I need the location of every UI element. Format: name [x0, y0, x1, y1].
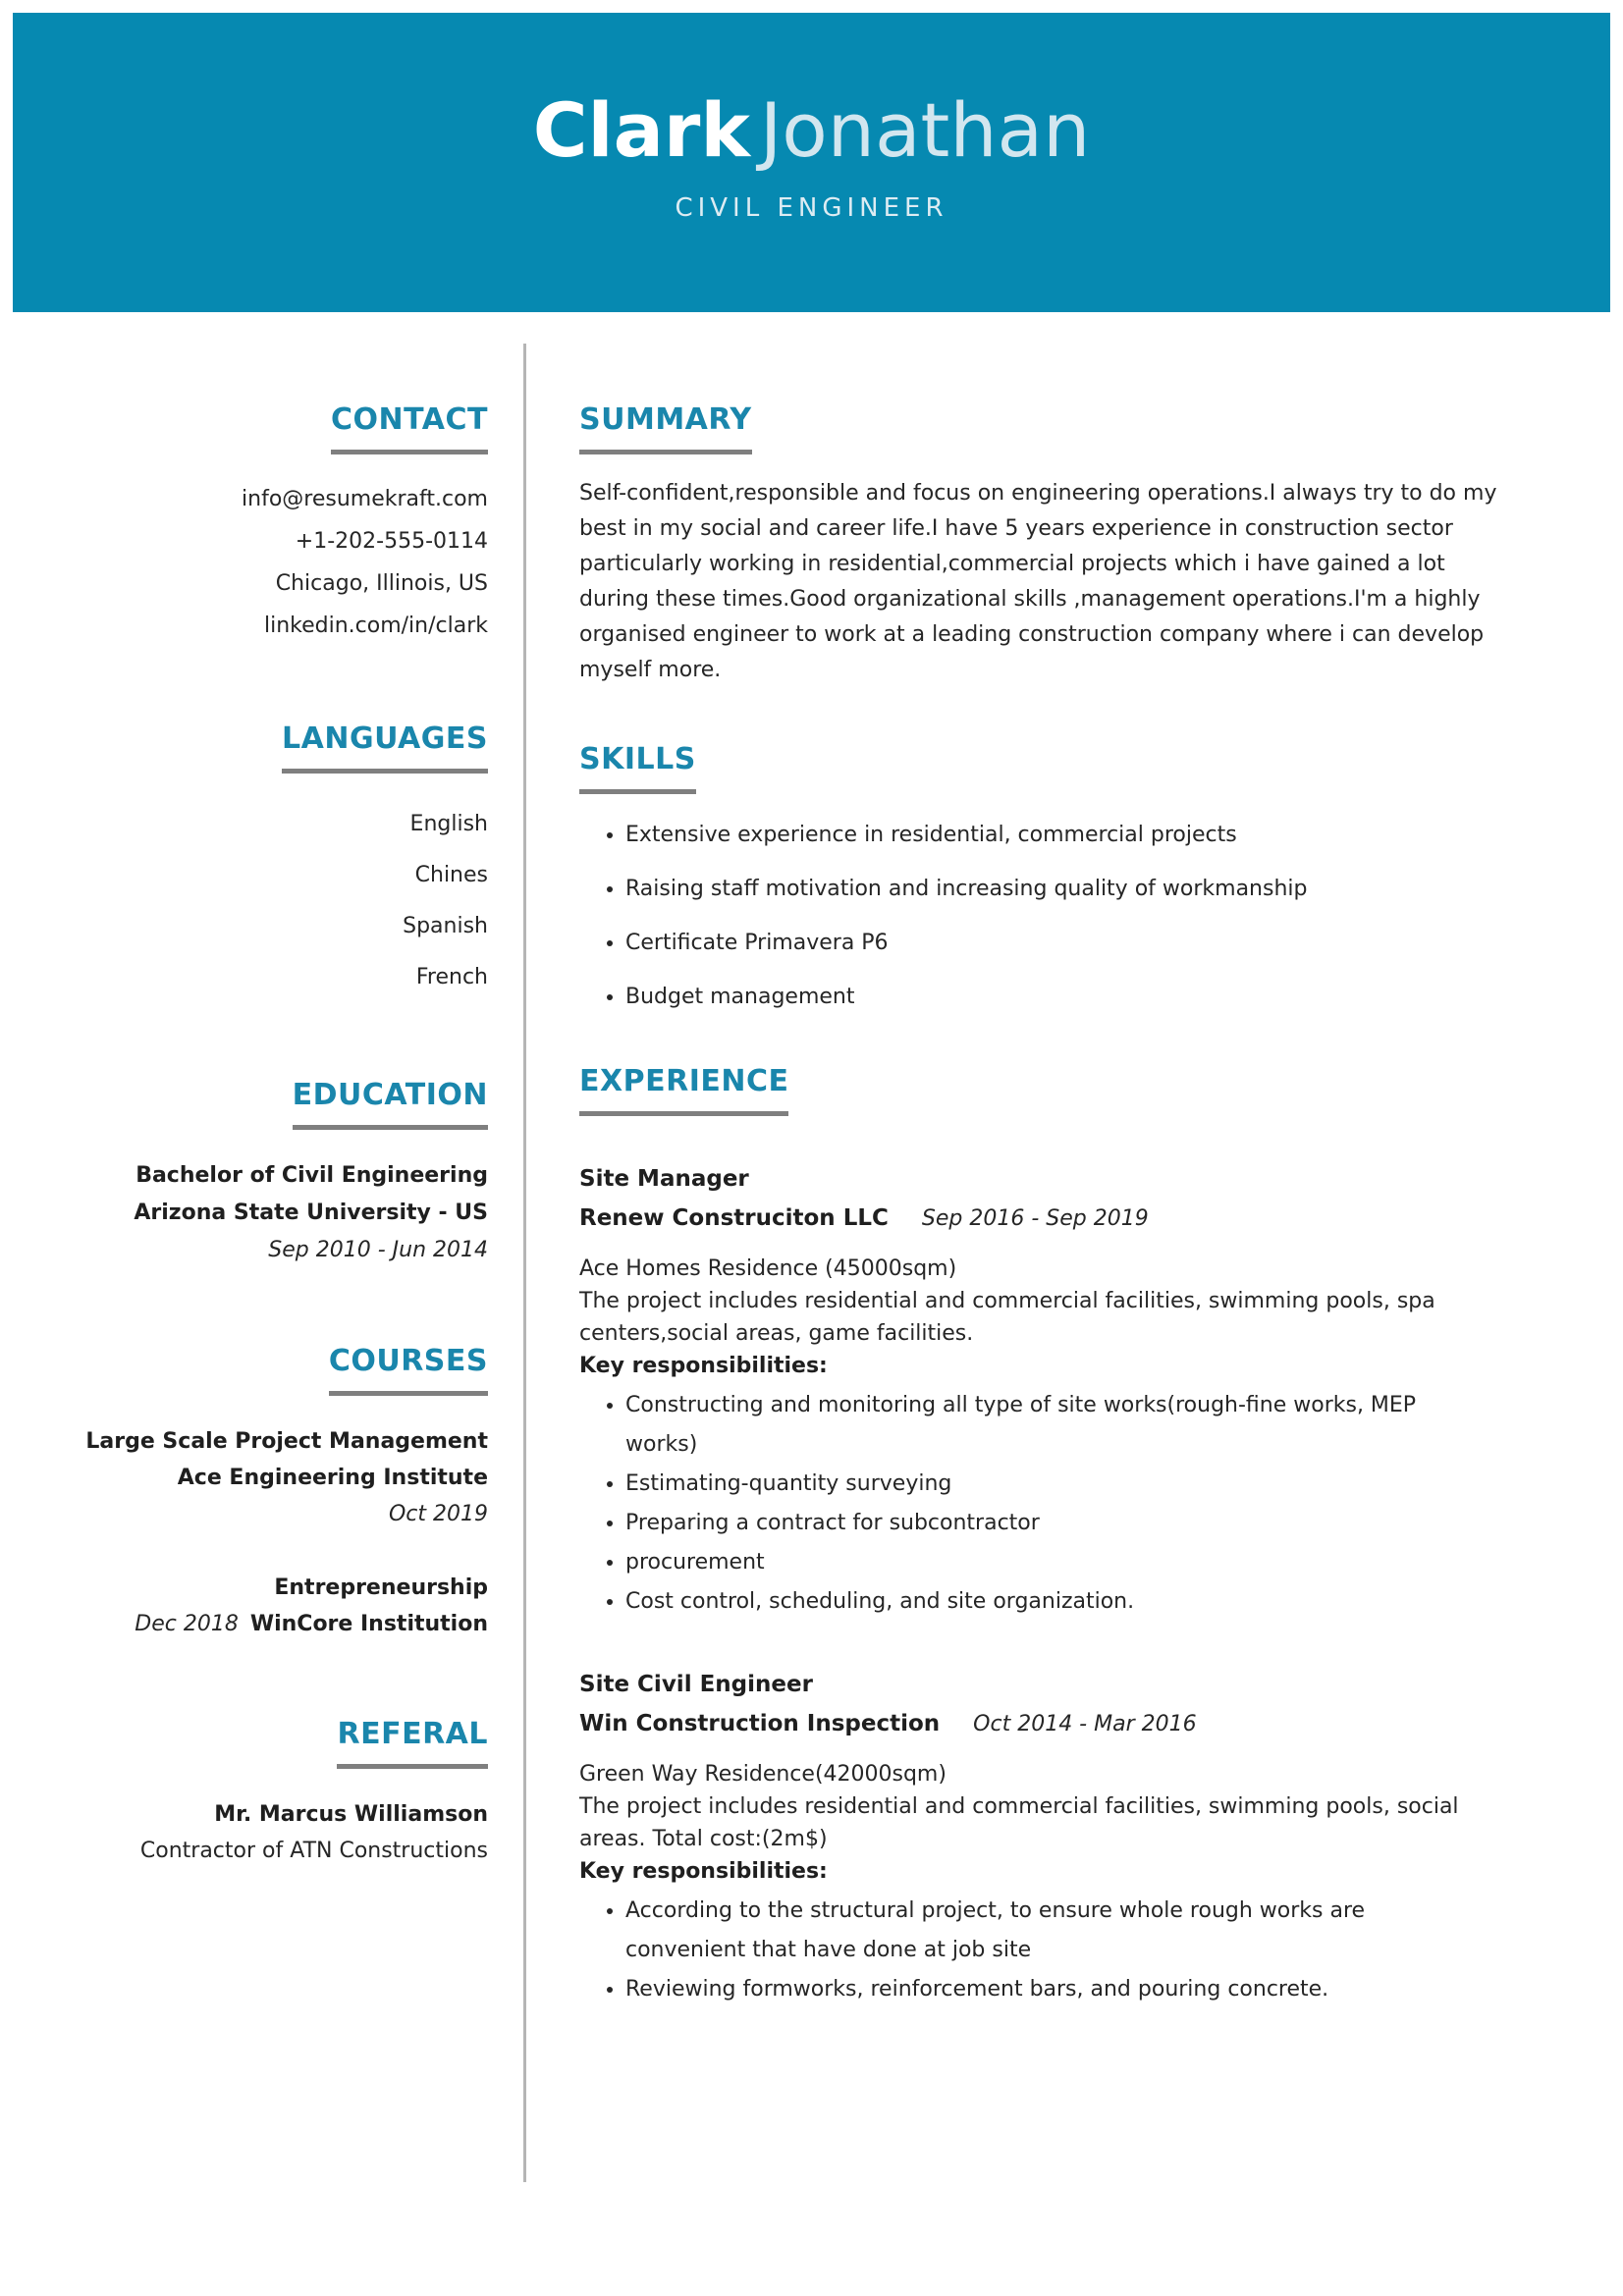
contact-item-phone: +1-202-555-0114	[295, 529, 488, 554]
last-name: Jonathan	[759, 86, 1091, 174]
responsibility-item: • Preparing a contract for subcontractor	[625, 1504, 1440, 1543]
skills-list	[579, 822, 1525, 1010]
course-entry	[13, 1570, 488, 1642]
summary-heading: SUMMARY	[579, 402, 752, 454]
languages-list	[13, 799, 488, 1003]
job-description: The project includes residential and commercial facilities, swimming pools, spa centers,social areas, game facilities.	[579, 1289, 1435, 1346]
course-name: Entrepreneurship	[274, 1575, 488, 1600]
section-referal	[13, 1717, 488, 1869]
language-item: Spanish	[403, 914, 488, 938]
course-entry	[13, 1423, 488, 1532]
skill-item: • Raising staff motivation and increasing quality of workmanship	[625, 876, 1525, 902]
job-company-line	[579, 1704, 1525, 1744]
language-item: English	[409, 812, 488, 836]
content-area	[13, 312, 1610, 2182]
responsibilities-label: Key responsibilities:	[579, 1354, 828, 1378]
job-title: Site Civil Engineer	[579, 1672, 813, 1697]
skill-item: • Certificate Primavera P6	[625, 930, 1525, 956]
job-company-line	[579, 1199, 1525, 1239]
responsibility-item: • Reviewing formworks, reinforcement bars, and pouring concrete.	[625, 1970, 1440, 2009]
responsibility-item: • Cost control, scheduling, and site organization.	[625, 1582, 1440, 1622]
summary-text: Self-confident,responsible and focus on engineering operations.I always try to do my best in my social and career life.I have 5 years experience in construction sector particularly working in residential,commercial projects which i have gained a lot during these times.Good organizational skills ,management operations.I'm a highly organised engineer to work at a leading construction company where i can develop myself more.	[579, 481, 1497, 682]
job-dates: Oct 2014 - Mar 2016	[973, 1712, 1197, 1736]
responsibilities-list	[579, 1892, 1502, 2009]
section-education	[13, 1078, 488, 1269]
job-project: Ace Homes Residence (45000sqm)	[579, 1256, 957, 1281]
course-institute: WinCore Institution	[249, 1612, 488, 1636]
education-entry	[13, 1157, 488, 1269]
courses-list	[13, 1423, 488, 1642]
section-summary	[579, 402, 1525, 688]
course-date: Oct 2019	[388, 1502, 488, 1526]
job-company: Win Construction Inspection	[579, 1711, 941, 1736]
referal-heading: REFERAL	[337, 1717, 488, 1769]
job-project: Green Way Residence(42000sqm)	[579, 1762, 947, 1787]
education-heading: EDUCATION	[293, 1078, 488, 1130]
contact-item-linkedin: linkedin.com/in/clark	[263, 614, 488, 638]
job-company: Renew Construciton LLC	[579, 1205, 889, 1231]
header-band	[13, 13, 1610, 312]
skill-item: • Budget management	[625, 984, 1525, 1010]
job-entry	[579, 1159, 1525, 1622]
section-languages	[13, 721, 488, 1003]
course-name: Large Scale Project Management	[85, 1429, 488, 1454]
responsibility-item: • procurement	[625, 1543, 1440, 1582]
referal-name: Mr. Marcus Williamson	[214, 1802, 488, 1827]
course-date: Dec 2018	[135, 1612, 239, 1636]
language-item: Chines	[414, 863, 488, 887]
contact-item-email: info@resumekraft.com	[242, 487, 488, 511]
course-institute: Ace Engineering Institute	[177, 1466, 488, 1490]
person-name	[13, 86, 1610, 174]
contact-list	[13, 478, 488, 647]
education-dates: Sep 2010 - Jun 2014	[268, 1238, 488, 1262]
job-title-subtitle: CIVIL ENGINEER	[675, 193, 948, 223]
course-meta	[13, 1606, 488, 1642]
section-skills	[579, 742, 1525, 1010]
first-name: Clark	[532, 86, 750, 174]
responsibility-item: • Constructing and monitoring all type of site works(rough-fine works, MEP works)	[625, 1386, 1440, 1465]
skill-item: • Extensive experience in residential, commercial projects	[625, 822, 1525, 848]
responsibility-item: • Estimating-quantity surveying	[625, 1465, 1440, 1504]
experience-heading: EXPERIENCE	[579, 1064, 788, 1116]
responsibilities-label: Key responsibilities:	[579, 1859, 828, 1884]
section-experience	[579, 1064, 1525, 2009]
education-school: Arizona State University - US	[134, 1201, 488, 1225]
referal-entry	[13, 1796, 488, 1869]
job-entry	[579, 1665, 1525, 2009]
education-degree: Bachelor of Civil Engineering	[135, 1163, 488, 1188]
responsibility-item: • According to the structural project, to ensure whole rough works are convenient that have done at job site	[625, 1892, 1440, 1970]
contact-item-location: Chicago, Illinois, US	[275, 571, 488, 596]
responsibilities-list	[579, 1386, 1502, 1622]
languages-heading: LANGUAGES	[282, 721, 488, 774]
referal-role: Contractor of ATN Constructions	[139, 1839, 488, 1863]
courses-heading: COURSES	[329, 1344, 488, 1396]
job-body	[579, 1253, 1502, 1622]
job-title: Site Manager	[579, 1166, 749, 1192]
section-courses	[13, 1344, 488, 1642]
sidebar	[13, 312, 523, 1869]
job-dates: Sep 2016 - Sep 2019	[921, 1206, 1149, 1231]
job-body	[579, 1758, 1502, 2009]
section-contact	[13, 402, 488, 647]
skills-heading: SKILLS	[579, 742, 696, 794]
job-description: The project includes residential and commercial facilities, swimming pools, social areas. Total cost:(2m$)	[579, 1794, 1459, 1851]
language-item: French	[415, 965, 488, 989]
contact-heading: CONTACT	[331, 402, 488, 454]
main-column	[526, 312, 1610, 2009]
